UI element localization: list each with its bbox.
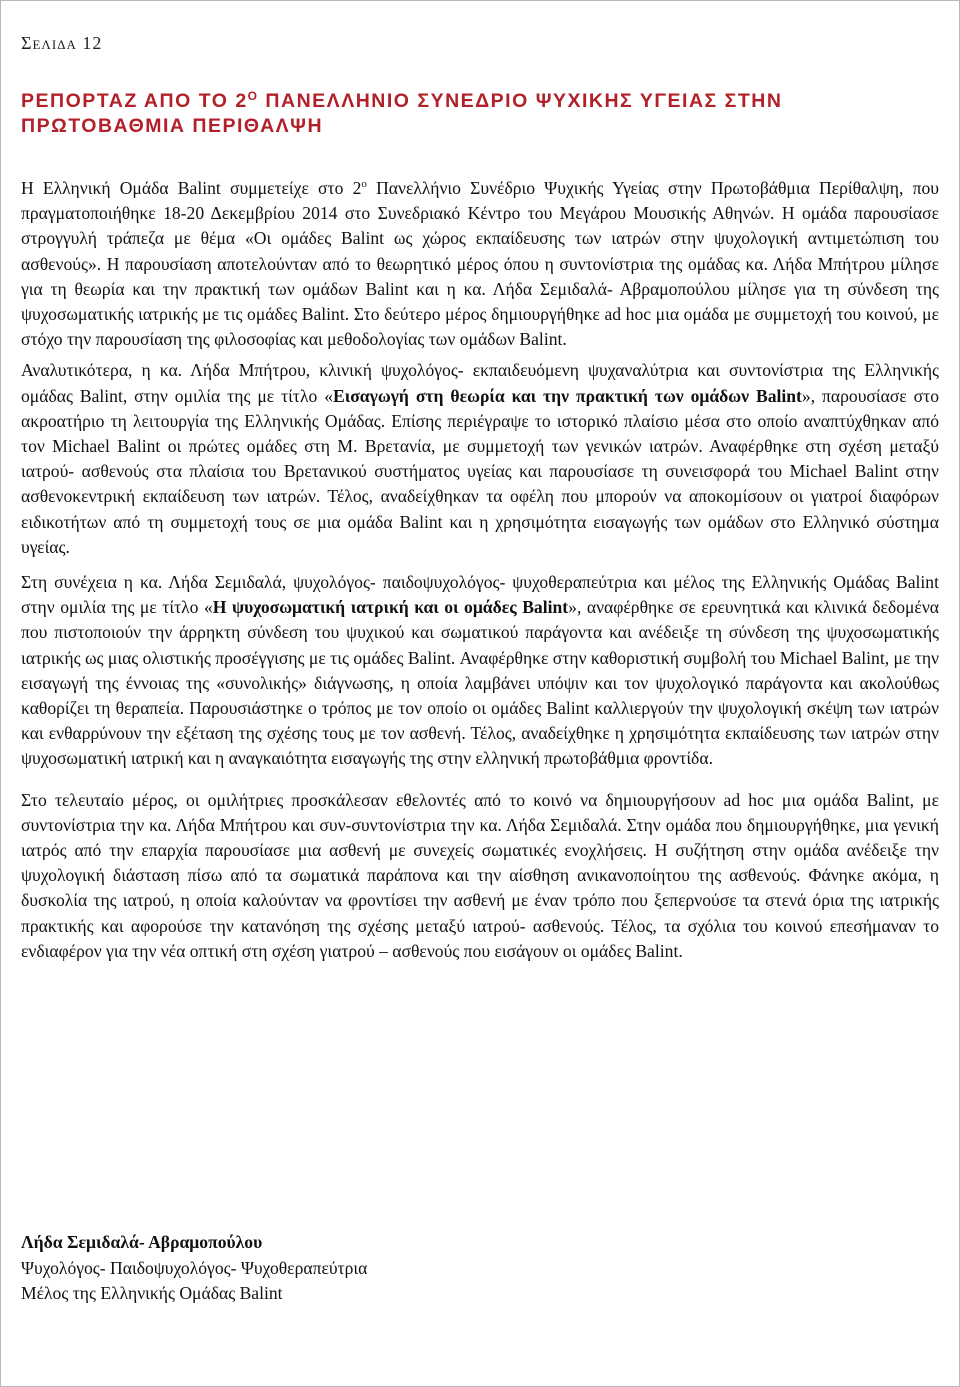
title-part-1: ΡΕΠΟΡΤΑΖ ΑΠΟ ΤΟ 2 <box>21 90 248 112</box>
paragraph-intro-text-a: Η Ελληνική Ομάδα Balint συμμετείχε στο 2 <box>21 178 362 198</box>
page-number: Σελιδα 12 <box>21 33 103 53</box>
paragraph-adhoc-text: Στο τελευταίο μέρος, οι ομιλήτριες προσκάλεσαν εθελοντές από το κοινό να δημιουργήσουν ad hoc μια ομάδα Balint, με συντονίστρια την κα. Λήδα Μπήτρου και συν-συντονίστρια την κα. Λήδα Σεμιδαλά. Στην ομάδα που δημιουργήθηκε, μια γενική ιατρός από την επαρχία παρουσίασε μια ασθενή με συνεχείς σωματικές ενοχλήσεις. Η συζήτηση στην ομάδα ανέδειξε την ψυχολογική διάσταση πίσω από τα σωματικά παράπονα και την αίσθηση ανικανοποίητου της ασθενούς. Φάνηκε ακόμα, η δυσκολία της ιατρού, η οποία καλούνταν να φροντίσει την ασθενή με έναν τρόπο που ξεπερνούσε τα στενά όρια της ιατρικής πρακτικής και αφορούσε την κατανόηση της σχέσης μεταξύ ιατρού- ασθενούς. Τέλος, τα σχόλια του κοινού επεσήμαναν το ενδιαφέρον για την νέα οπτική στη σχέση γιατρού – ασθενούς που εισάγουν οι ομάδες Balint. <box>21 789 939 961</box>
paragraph-bitrou-text-a: Αναλυτικότερα, η κα. Λήδα Μπήτρου, κλινική ψυχολόγος- εκπαιδευόμενη ψυχαναλύτρια και συντονίστρια της Ελληνικής ομάδας Balint, στην ομιλία της με τίτλο « <box>21 360 939 406</box>
paragraph-intro <box>21 176 939 352</box>
article-title <box>21 84 941 139</box>
paragraph-bitrou-talk <box>21 358 939 560</box>
paragraph-semidala-text-b: », αναφέρθηκε σε ερευνητικά και κλινικά δεδομένα που πιστοποιούν την άρρηκτη σύνδεση του ψυχικού και σωματικού παράγοντα και ανέδειξε τη σύνδεση της ψυχοσωματικής ιατρικής ως μιας ολιστικής προσέγγισης με τις ομάδες Balint. Αναφέρθηκε στην καθοριστική συμβολή του Michael Balint, με την εισαγωγή της έννοιας της «συνολικής» διάγνωσης, η οποία λαμβάνει υπόψιν και τον ψυχολογικό παράγοντα και ακολούθως καθορίζει τη θεραπεία. Παρουσιάστηκε ο τρόπος με τον οποίο οι ομάδες Balint καλλιεργούν την ψυχολογική σκέψη των ιατρών και ενθαρρύνουν την εξέταση της σχέσης τους με τον ασθενή. Τέλος, αναδείχθηκε η χρησιμότητα εκπαίδευσης των ιατρών στην ψυχοσωματική ιατρική και η αναγκαιότητα εισαγωγής της στην ελληνική πρωτοβάθμια φροντίδα. <box>21 597 939 769</box>
talk-title-bitrou: Εισαγωγή στη θεωρία και την πρακτική των ομάδων Balint <box>333 385 802 406</box>
paragraph-bitrou-text-b: », παρουσίασε στο ακροατήριο τη λειτουργία της Ελληνικής Ομάδας. Επίσης περιέγραψε το ιστορικό πλαίσιο μέσα στο οποίο αναπτύχθηκαν από τον Michael Balint οι πρώτες ομάδες στη Μ. Βρετανία, με συμμετοχή των γενικών ιατρών. Αναφέρθηκε στη σχέση μεταξύ ιατρού- ασθενούς στα πλαίσια του Βρετανικού συστήματος υγείας και παρουσίασε τη συνεισφορά του Michael Balint στην ασθενοκεντρική εκπαίδευση των ιατρών. Τέλος, αναδείχθηκαν τα οφέλη που μπορούν να αποκομίσουν οι γιατροί διαφόρων ειδικοτήτων από τη συμμετοχή τους σε μια ομάδα Balint και η χρησιμότητα εισαγωγής των ομάδων στο Ελληνικό σύστημα υγείας. <box>21 385 939 557</box>
paragraph-intro-text-b: Πανελλήνιο Συνέδριο Ψυχικής Υγείας στην Πρωτοβάθμια Περίθαλψη, που πραγματοποιήθηκε 18-20 Δεκεμβρίου 2014 στο Συνεδριακό Κέντρο του Μεγάρου Μουσικής Αθηνών. Η ομάδα παρουσίασε στρογγυλή τράπεζα με θέμα «Οι ομάδες Balint ως χώρος εκπαίδευσης των ιατρών στην ψυχολογική αντιμετώπιση του ασθενούς». Η παρουσίαση αποτελούνταν από το θεωρητικό μέρος όπου η συντονίστρια της ομάδας κα. Λήδα Μπήτρου μίλησε για τη θεωρία και την πρακτική των ομάδων Balint και η κα. Λήδα Σεμιδαλά- Αβραμοπούλου μίλησε για τη σύνδεση της ψυχοσωματικής ιατρικής με τις ομάδες Balint. Στο δεύτερο μέρος δημιουργήθηκε ad hoc μια ομάδα με συμμετοχή του κοινού, με στόχο την παρουσίαση της φιλοσοφίας και μεθοδολογίας των ομάδων Balint. <box>21 178 939 350</box>
author-role: Ψυχολόγος- Παιδοψυχολόγος- Ψυχοθεραπεύτρια <box>21 1257 368 1278</box>
paragraph-semidala-text-a: Στη συνέχεια η κα. Λήδα Σεμιδαλά, ψυχολόγος- παιδοψυχολόγος- ψυχοθεραπεύτρια και μέλος της Ελληνικής Ομάδας Balint στην ομιλία της με τίτλο « <box>21 572 939 618</box>
article-body <box>21 176 939 964</box>
paragraph-adhoc-group <box>21 788 939 964</box>
title-superscript: Ο <box>247 89 259 103</box>
author-name: Λήδα Σεμιδαλά- Αβραμοπούλου <box>21 1232 263 1252</box>
paragraph-semidala-talk <box>21 570 939 772</box>
author-signature <box>21 1230 939 1307</box>
talk-title-semidala: Η ψυχοσωματική ιατρική και οι ομάδες Balint <box>212 597 569 618</box>
title-part-2: ΠΑΝΕΛΛΗΝΙΟ ΣΥΝΕΔΡΙΟ ΨΥΧΙΚΗΣ ΥΓΕΙΑΣ ΣΤΗΝ ΠΡΩΤΟΒΑΘΜΙΑ ΠΕΡΙΘΑΛΨΗ <box>21 90 783 137</box>
paragraph-intro-superscript: ο <box>361 178 367 190</box>
author-affiliation: Μέλος της Ελληνικής Ομάδας Balint <box>21 1283 283 1303</box>
